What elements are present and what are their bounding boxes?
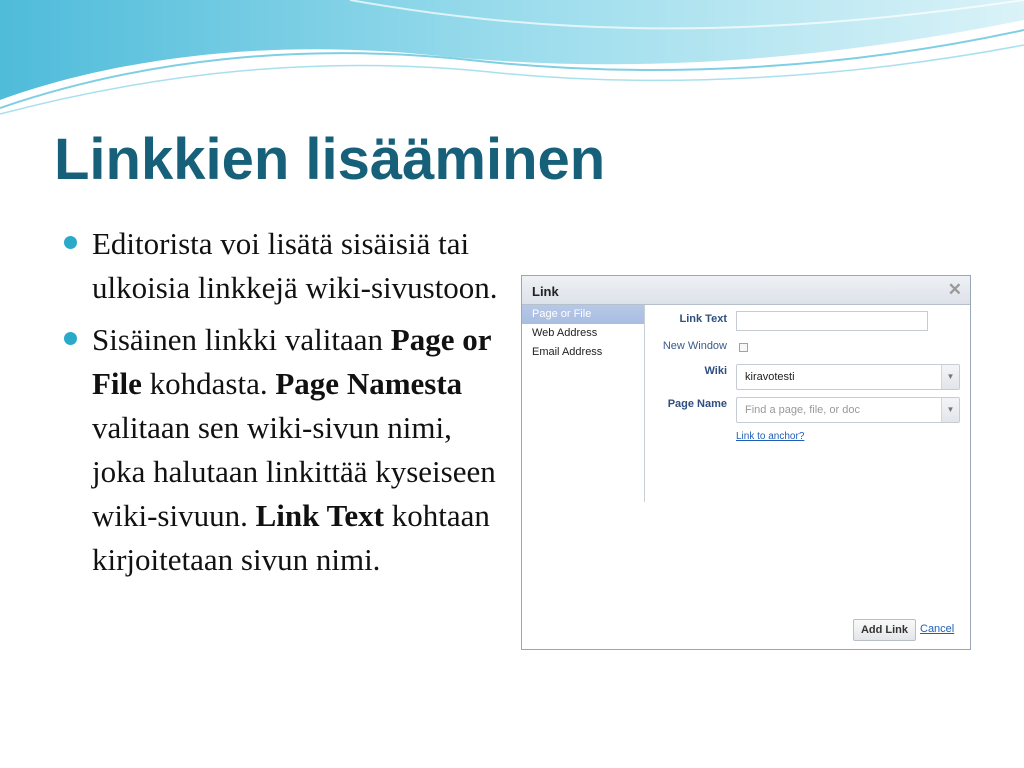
sidebar-item-web-address[interactable] bbox=[522, 324, 644, 343]
sidebar-item-label: Page or File bbox=[532, 308, 592, 320]
link-type-sidebar bbox=[522, 305, 645, 502]
bullet-text: Editorista voi lisätä sisäisiä tai ulkoisia linkkejä wiki-sivustoon. bbox=[92, 226, 498, 305]
bullet-text-part: valitaan sen wiki-sivun nimi, joka halutaan linkittää kyseiseen wiki-sivuun. bbox=[92, 410, 496, 533]
bullet-item bbox=[62, 318, 507, 582]
new-window-checkbox[interactable] bbox=[739, 343, 748, 352]
bullet-text-part: Sisäinen linkki valitaan bbox=[92, 322, 391, 357]
new-window-label: New Window bbox=[662, 340, 727, 352]
dialog-header bbox=[522, 276, 970, 305]
header-wave-decoration bbox=[0, 0, 1024, 120]
sidebar-item-label: Email Address bbox=[532, 346, 603, 358]
bullet-text-part: kohtaan kirjoitetaan sivun nimi. bbox=[92, 498, 490, 577]
link-dialog-screenshot bbox=[521, 275, 971, 650]
sidebar-item-label: Web Address bbox=[532, 327, 598, 339]
bullet-dot-icon bbox=[64, 236, 77, 249]
wiki-select-value: kiravotesti bbox=[745, 371, 795, 383]
page-name-placeholder: Find a page, file, or doc bbox=[745, 404, 860, 416]
bullet-dot-icon bbox=[64, 332, 77, 345]
add-link-button[interactable]: Add Link bbox=[853, 619, 916, 641]
wiki-select[interactable] bbox=[736, 364, 960, 390]
page-name-label: Page Name bbox=[667, 398, 727, 410]
wiki-label: Wiki bbox=[704, 365, 727, 377]
close-icon[interactable]: ✕ bbox=[947, 280, 962, 299]
page-name-input[interactable] bbox=[736, 397, 960, 423]
chevron-down-icon[interactable]: ▼ bbox=[941, 398, 959, 422]
bullet-text-part: kohdasta. bbox=[141, 366, 276, 401]
bullet-list bbox=[62, 222, 507, 590]
dialog-title: Link bbox=[532, 284, 559, 299]
cancel-link[interactable]: Cancel bbox=[920, 623, 955, 635]
link-to-anchor-link[interactable]: Link to anchor? bbox=[736, 431, 805, 442]
sidebar-item-page-or-file[interactable] bbox=[522, 305, 644, 324]
bullet-item bbox=[62, 222, 507, 310]
chevron-down-icon[interactable]: ▼ bbox=[941, 365, 959, 389]
link-text-label: Link Text bbox=[679, 313, 727, 325]
bullet-bold-term: Page or File bbox=[92, 322, 491, 401]
link-text-input[interactable] bbox=[736, 311, 928, 331]
sidebar-item-email-address[interactable] bbox=[522, 343, 644, 362]
bullet-bold-term: Page Namesta bbox=[275, 366, 463, 401]
page-title: Linkkien lisääminen bbox=[54, 127, 606, 192]
bullet-bold-term: Link Text bbox=[255, 498, 384, 533]
